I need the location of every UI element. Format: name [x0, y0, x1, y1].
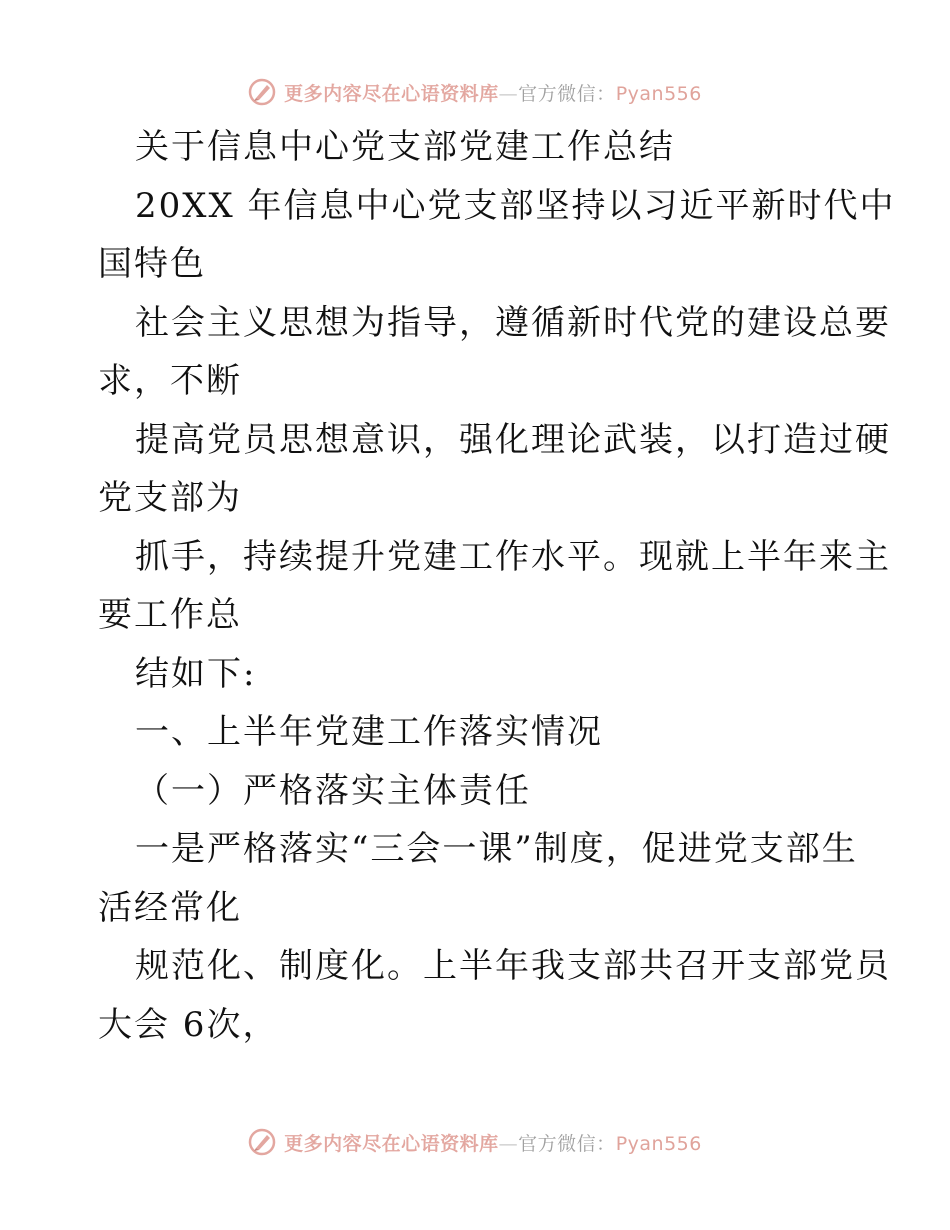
text-line: 大会 6次，	[98, 1004, 279, 1045]
document-body	[98, 118, 896, 1054]
watermark-wechat-id: Pyan556	[615, 82, 702, 105]
text-line: 要工作总	[98, 595, 242, 635]
text-line: 求，不断	[98, 361, 242, 401]
text-line: 国特色	[98, 244, 206, 284]
text-line: 20XX 年信息中心党支部坚持以习近平新时代中	[135, 185, 896, 226]
text-line: 提高党员思想意识，强化理论武装，以打造过硬	[135, 419, 891, 460]
text-line: 结如下:	[135, 653, 257, 694]
text-line: 抓手，持续提升党建工作水平。现就上半年来主	[135, 536, 891, 577]
watermark-text	[284, 1129, 702, 1156]
pen-logo-icon	[248, 78, 276, 106]
watermark-site: 更多内容尽在心语资料库	[284, 1132, 499, 1155]
subsection-heading: （一）严格落实主体责任	[135, 770, 531, 811]
footer-watermark	[0, 1122, 950, 1162]
text-line: 社会主义思想为指导，遵循新时代党的建设总要	[135, 302, 891, 343]
text-line: 一是严格落实“三会一课”制度，促进党支部生	[135, 829, 858, 869]
document-title: 关于信息中心党支部党建工作总结	[135, 127, 675, 167]
text-line: 党支部为	[98, 478, 242, 518]
watermark-text	[284, 79, 702, 106]
pen-logo-icon	[248, 1128, 276, 1156]
text-line: 活经常化	[98, 887, 242, 928]
watermark-wechat-id: Pyan556	[615, 1132, 702, 1155]
watermark-label: 官方微信：	[518, 1132, 616, 1155]
header-watermark	[0, 72, 950, 112]
section-heading: 一、上半年党建工作落实情况	[135, 712, 603, 752]
watermark-site: 更多内容尽在心语资料库	[284, 82, 499, 105]
watermark-dash: —	[498, 1132, 519, 1155]
watermark-dash: —	[498, 82, 519, 105]
watermark-label: 官方微信：	[518, 82, 616, 105]
text-line: 规范化、制度化。上半年我支部共召开支部党员	[135, 946, 891, 986]
